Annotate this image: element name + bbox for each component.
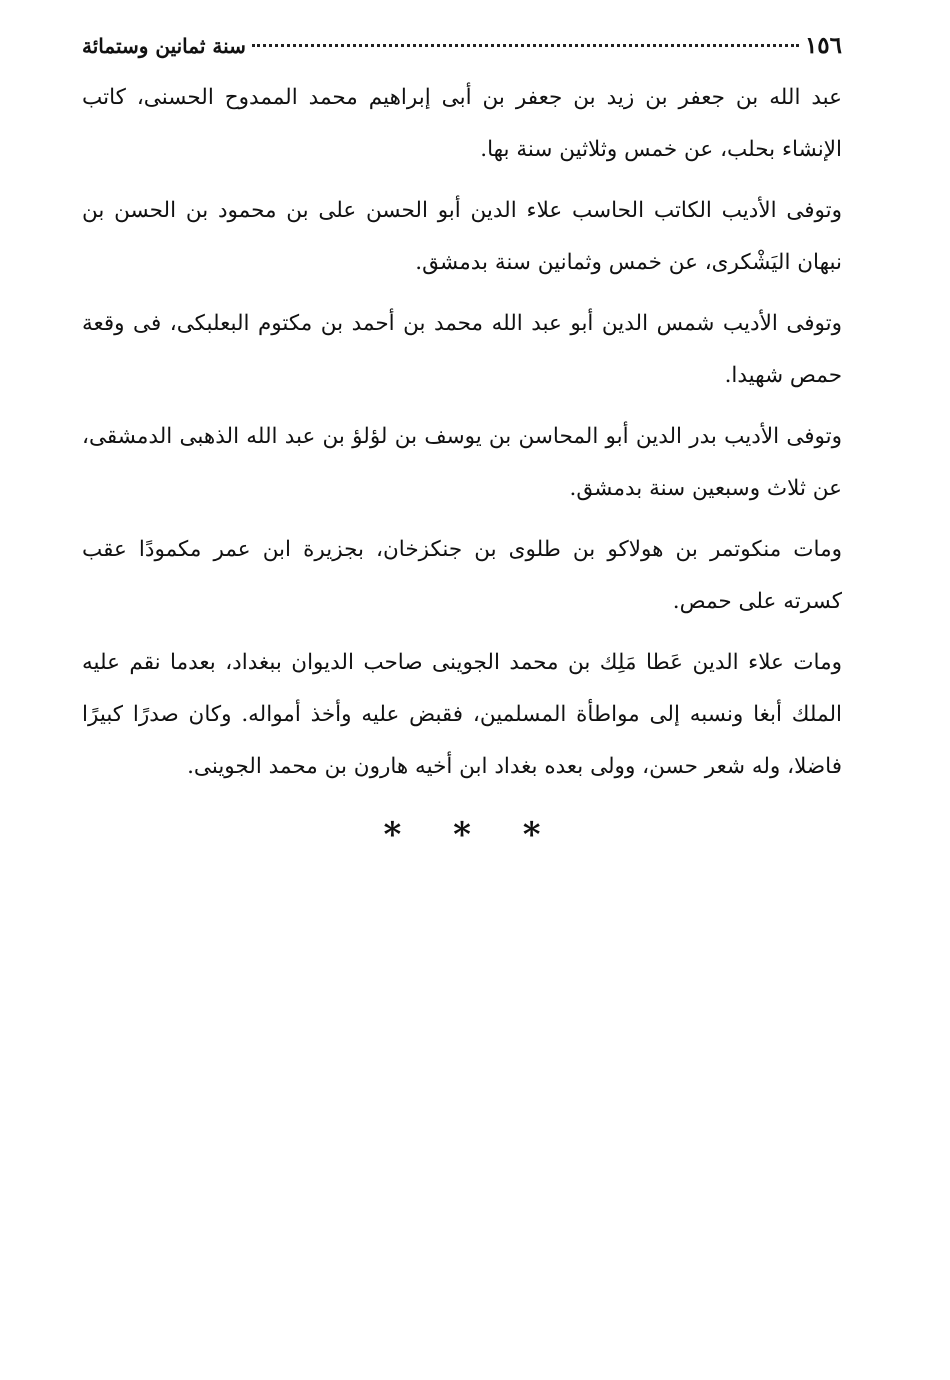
section-divider-asterisks: * * * xyxy=(383,815,561,855)
paragraph: وتوفى الأديب الكاتب الحاسب علاء الدين أبو الحسن على بن محمود بن الحسن بن نبهان اليَشْكرى، عن خمس وثمانين سنة بدمشق. xyxy=(82,198,842,275)
running-title: سنة ثمانين وستمائة xyxy=(82,34,246,58)
dot-leader xyxy=(252,44,799,47)
paragraph: عبد الله بن جعفر بن زيد بن جعفر بن أبى إبراهيم محمد الممدوح الحسنى، كاتب الإنشاء بحلب، عن خمس وثلاثين سنة بها. xyxy=(82,85,842,162)
paragraph: وتوفى الأديب بدر الدين أبو المحاسن بن يوسف بن لؤلؤ بن عبد الله الذهبى الدمشقى، عن ثلاث وسبعين سنة بدمشق. xyxy=(82,424,842,501)
paragraph: ومات علاء الدين عَطا مَلِك بن محمد الجوينى صاحب الديوان ببغداد، بعدما نقم عليه الملك أبغا ونسبه إلى مواطأة المسلمين، فقبض عليه وأخذ أمواله. وكان صدرًا كبيرًا فاضلا، وله شعر حسن، وولى بعده بغداد ابن أخيه هارون بن محمد الجوينى. xyxy=(82,650,842,779)
page-body xyxy=(82,72,842,793)
running-header xyxy=(82,32,842,72)
book-page xyxy=(82,32,842,855)
paragraph: وتوفى الأديب شمس الدين أبو عبد الله محمد بن أحمد بن مكتوم البعلبكى، فى وقعة حمص شهيدا. xyxy=(82,311,842,388)
paragraph: ومات منكوتمر بن هولاكو بن طلوى بن جنكزخان، بجزيرة ابن عمر مكمودًا عقب كسرته على حمص. xyxy=(82,537,842,614)
page-number: ١٥٦ xyxy=(804,32,842,59)
